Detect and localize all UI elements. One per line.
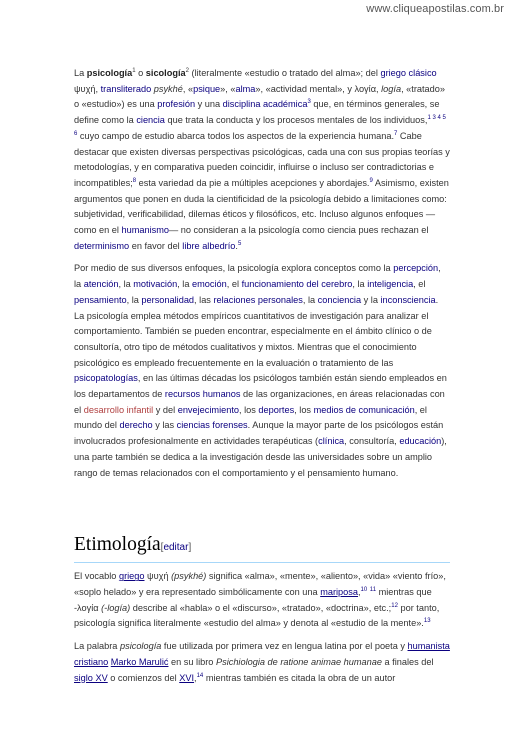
- link-derecho[interactable]: derecho: [119, 420, 153, 431]
- link-personalidad[interactable]: personalidad: [141, 294, 195, 305]
- link-griego[interactable]: griego: [118, 571, 145, 582]
- footnote-ref[interactable]: 10: [360, 586, 368, 593]
- footnote-ref[interactable]: 3: [307, 99, 311, 106]
- link-inconsciencia[interactable]: inconsciencia: [380, 294, 436, 305]
- link-determinismo[interactable]: determinismo: [74, 240, 130, 251]
- link-alma[interactable]: alma: [235, 83, 256, 94]
- link-mariposa[interactable]: mariposa: [320, 586, 358, 597]
- link-relaciones-personales[interactable]: relaciones personales: [213, 294, 303, 305]
- link-pensamiento[interactable]: pensamiento: [74, 294, 127, 305]
- link-psicopatologias[interactable]: psicopatologías: [74, 373, 138, 384]
- link-conciencia[interactable]: conciencia: [317, 294, 362, 305]
- link-recursos-humanos[interactable]: recursos humanos: [164, 389, 241, 400]
- footnote-ref[interactable]: 2: [185, 68, 189, 74]
- link-libre-albedrio[interactable]: libre albedrío: [182, 240, 236, 251]
- link-marko-marulic[interactable]: Marko Marulić: [110, 656, 169, 667]
- link-desarrollo-infantil[interactable]: desarrollo infantil: [83, 404, 154, 415]
- link-medios-comunicacion[interactable]: medios de comunicación: [313, 404, 415, 415]
- article-content: [74, 66, 450, 693]
- link-psique[interactable]: psique: [193, 83, 221, 94]
- latin-usage-paragraph: La palabra psicología fue utilizada por primera vez en lengua latina por el poeta y humanista cristiano Marko Marulić en su libro Psichiologia de ratione animae humanae a finales del siglo XV o comienzos del XVI,$^{14}$ mientras también es citada la obra de un autor: [74, 641, 450, 683]
- link-clinica[interactable]: clínica: [318, 436, 345, 447]
- footnote-ref[interactable]: 13: [423, 618, 431, 625]
- edit-section: [editar]: [160, 542, 192, 554]
- link-disciplina-academica[interactable]: disciplina académica: [222, 99, 308, 110]
- footnote-ref[interactable]: 1: [132, 68, 136, 74]
- footnote-ref[interactable]: 14: [196, 672, 204, 679]
- link-humanista-cristiano[interactable]: humanista cristiano: [74, 641, 450, 667]
- section-title: Etimología: [74, 534, 161, 556]
- link-deportes[interactable]: deportes: [258, 404, 295, 415]
- link-humanismo[interactable]: humanismo: [121, 225, 169, 236]
- link-siglo-xv[interactable]: siglo XV: [74, 672, 108, 683]
- link-funcionamiento-cerebro[interactable]: funcionamiento del cerebro: [241, 279, 353, 290]
- edit-section-link[interactable]: editar: [163, 542, 189, 554]
- site-watermark: www.cliqueapostilas.com.br: [366, 3, 504, 15]
- footnote-ref[interactable]: 7: [394, 130, 398, 137]
- link-envejecimiento[interactable]: envejecimiento: [177, 404, 239, 415]
- term-sicologia: sicología: [145, 68, 186, 78]
- footnote-ref[interactable]: 5: [237, 240, 242, 247]
- link-emocion[interactable]: emoción: [192, 279, 227, 290]
- link-atencion[interactable]: atención: [83, 279, 119, 290]
- footnote-ref[interactable]: 1 3 4 5 6: [74, 115, 446, 137]
- link-motivacion[interactable]: motivación: [133, 279, 178, 290]
- footnote-ref[interactable]: 11: [369, 586, 377, 593]
- link-ciencias-forenses[interactable]: ciencias forenses: [176, 420, 248, 431]
- link-transliterado[interactable]: transliterado: [100, 83, 152, 94]
- concepts-paragraph: Por medio de sus diversos enfoques, la psicología explora conceptos como la percepción, la atención, la motivación, la emoción, el funcionamiento del cerebro, la inteligencia, el pensamiento, la personalidad, las relaciones personales, la conciencia y la inconsciencia. La psicología emplea métodos empíricos cuantitativos de investigación para analizar el comportamiento. También se pueden encontrar, especialmente en el ámbito clínico o de consultoría, otro tipo de métodos cualitativos y mixtos. Mientras que el conocimiento psicológico es empleado frecuentemente en la evaluación o tratamiento de las psicopatologías, en las últimas décadas los psicólogos también están siendo empleados en los departamentos de recursos humanos de las organizaciones, en áreas relacionadas con el desarrollo infantil y del envejecimiento, los deportes, los medios de comunicación, el mundo del derecho y las ciencias forenses. Aunque la mayor parte de los psicólogos están involucrados profesionalmente en actividades terapéuticas (clínica, consultoría, educación), una parte también se dedica a la investigación desde las universidades sobre un amplio rango de temas relacionados con el comportamiento y el pensamiento humano.: [74, 263, 447, 478]
- link-inteligencia[interactable]: inteligencia: [367, 279, 414, 290]
- link-percepcion[interactable]: percepción: [393, 263, 439, 274]
- term-psicologia: psicología: [86, 68, 133, 78]
- footnote-ref[interactable]: 12: [391, 602, 398, 609]
- link-xvi[interactable]: XVI: [179, 672, 195, 683]
- link-griego-clasico[interactable]: griego clásico: [380, 68, 437, 78]
- etymology-paragraph: El vocablo griego ψυχή (psykhé) significa «alma», «mente», «aliento», «vida» «viento frío», «soplo helado» y era representado simbólicamente con una mariposa,$^{10}$ $^{11}$ mientras que -λογία (-logía) describe al «habla» o el «discurso», «tratado», «doctrina», etc.;$^{12}$ por tanto, psicología significa literalmente «estudio del alma» y denota al «estudio de la mente».$^{13}$: [74, 571, 446, 629]
- intro-paragraph: La psicología$^1$ o sicología$^2$ (literalmente «estudio o tratado del alma»; del griego clásico ψυχή, transliterado psykhé, «psique», «alma», «actividad mental», y λογία, logía, «tratado» o «estudio») es una profesión y una disciplina académica$^3$ que, en términos generales, se define como la ciencia que trata la conducta y los procesos mentales de los individuos,$^{1 3 4 5 6}$ cuyo campo de estudio abarca todos los aspectos de la experiencia humana.$^7$ Cabe destacar que existen diversas perspectivas psicológicas, cada una con sus propias teorías y metodologías, y en comparativa pueden coincidir, influirse o incluso ser contradictorias e incompatibles;$^8$ esta variedad da pie a múltiples acepciones y abordajes.$^9$ Asimismo, existen argumentos que ponen en duda la cientificidad de la psicología debido a limitaciones como: subjetividad, verificabilidad, dilemas éticos y filosóficos, etc. Incluso algunos enfoques —como en el humanismo— no consideran a la psicología como ciencia pues rechazan el determinismo en favor del libre albedrío.$^5$: [74, 68, 450, 251]
- link-educacion[interactable]: educación: [399, 436, 442, 447]
- link-profesion[interactable]: profesión: [157, 99, 196, 110]
- section-heading-etimologia: [74, 533, 450, 563]
- footnote-ref[interactable]: 9: [369, 177, 373, 184]
- link-ciencia[interactable]: ciencia: [136, 115, 165, 126]
- footnote-ref[interactable]: 8: [132, 177, 137, 184]
